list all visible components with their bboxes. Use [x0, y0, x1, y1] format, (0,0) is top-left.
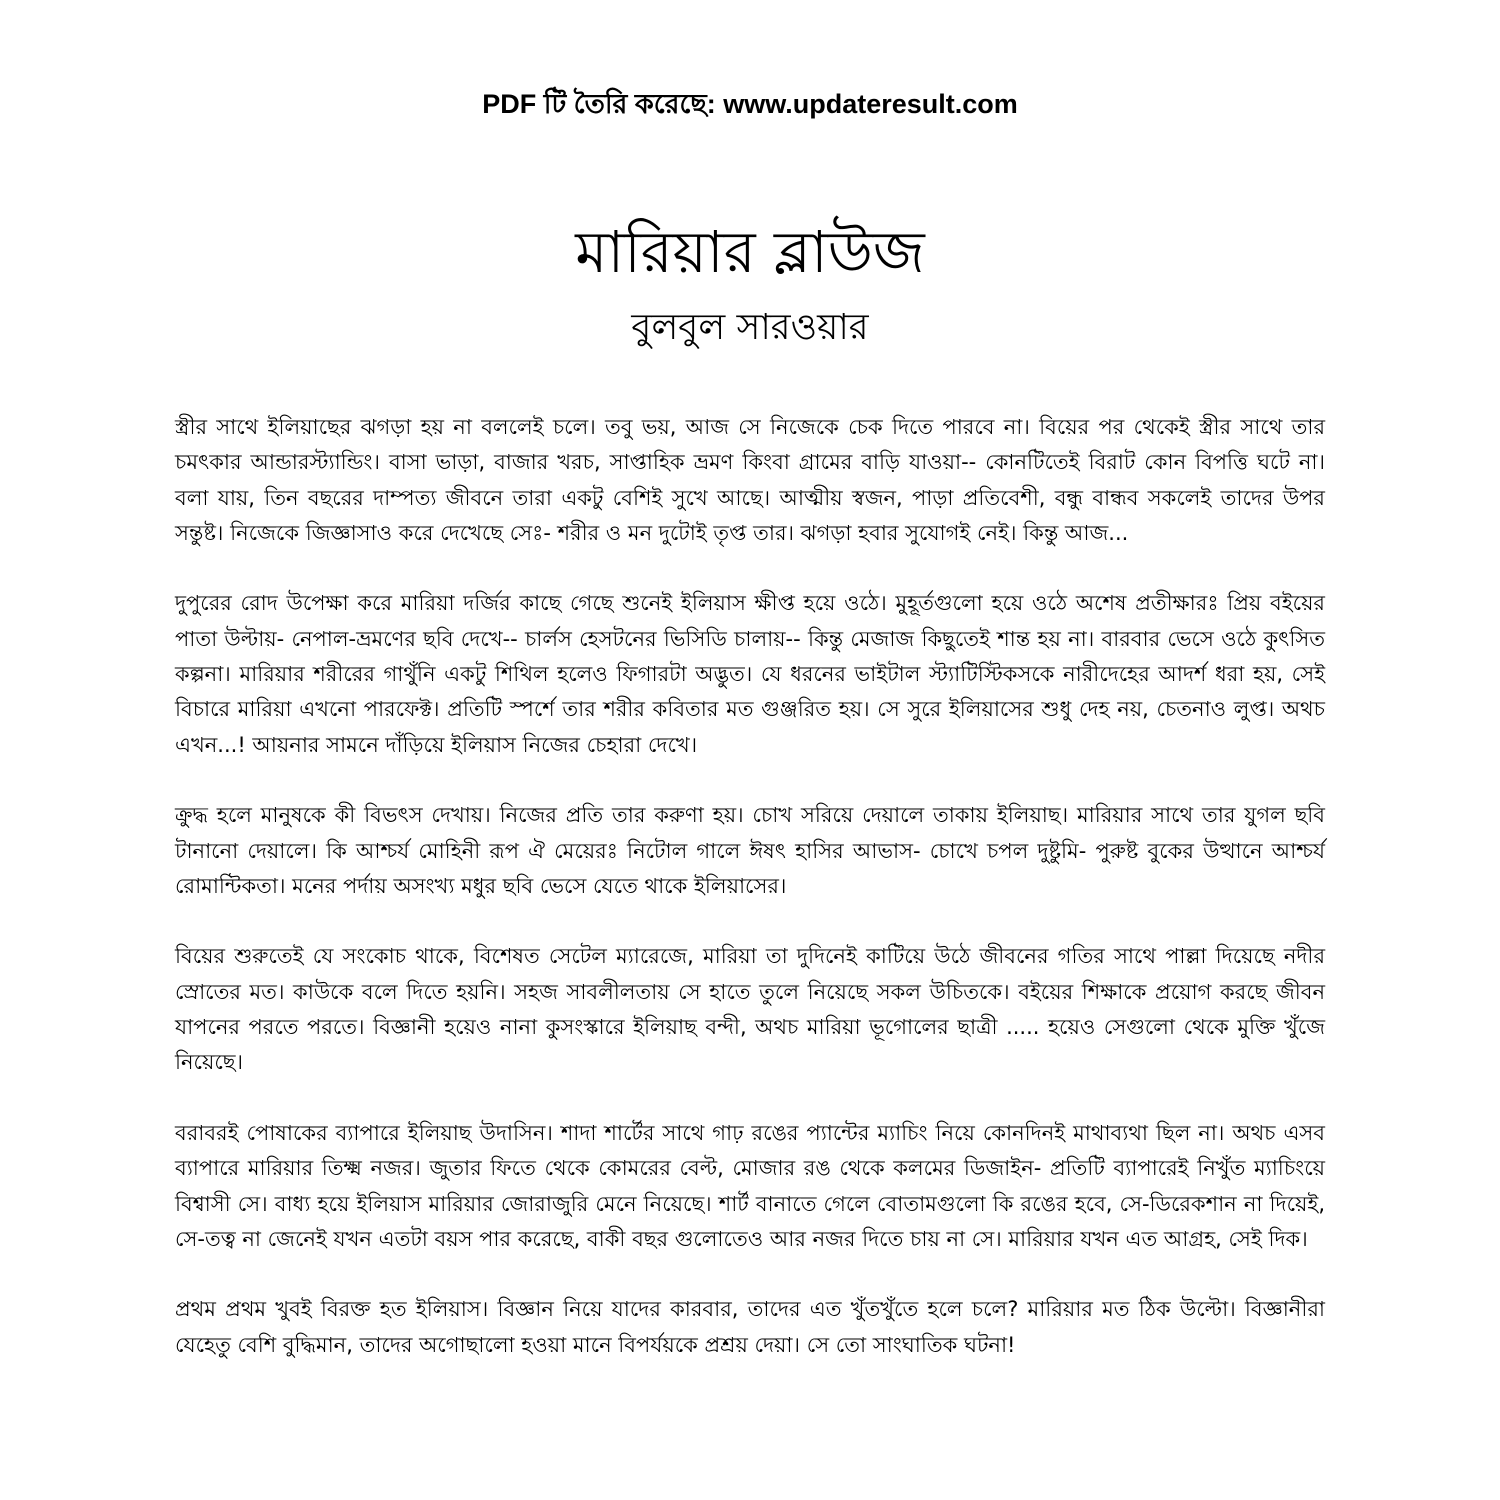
story-body [175, 410, 1325, 1398]
document-title: মারিয়ার ব্লাউজ [575, 218, 925, 286]
watermark-header: PDF টি তৈরি করেছে: www.updateresult.com [482, 89, 1018, 119]
paragraph: ক্রুদ্ধ হলে মানুষকে কী বিভৎস দেখায়। নিজের প্রতি তার করুণা হয়। চোখ সরিয়ে দেয়ালে তাকায় ইলিয়াছ। মারিয়ার সাথে তার যুগল ছবি টানানো দেয়ালে। কি আশ্চর্য মোহিনী রূপ ঐ মেয়েরঃ নিটোল গালে ঈষৎ হাসির আভাস- চোখে চপল দুষ্টুমি- পুরুষ্ট বুকের উত্থানে আশ্চর্য রোমান্টিকতা। মনের পর্দায় অসংখ্য মধুর ছবি ভেসে যেতে থাকে ইলিয়াসের। [175, 803, 1325, 898]
paragraph: বরাবরই পোষাকের ব্যাপারে ইলিয়াছ উদাসিন। শাদা শার্টের সাথে গাঢ় রঙের প্যান্টের ম্যাচিং নিয়ে কোনদিনই মাথাব্যথা ছিল না। অথচ এসব ব্যাপারে মারিয়ার তিক্ষ্ম নজর। জুতার ফিতে থেকে কোমরের বেল্ট, মোজার রঙ থেকে কলমের ডিজাইন- প্রতিটি ব্যাপারেই নিখুঁত ম্যাচিংয়ে বিশ্বাসী সে। বাধ্য হয়ে ইলিয়াস মারিয়ার জোরাজুরি মেনে নিয়েছে। শার্ট বানাতে গেলে বোতামগুলো কি রঙের হবে, সে-ডিরেকশান না দিয়েই, সে-তত্ব না জেনেই যখন এতটা বয়স পার করেছে, বাকী বছর গুলোতেও আর নজর দিতে চায় না সে। মারিয়ার যখন এত আগ্রহ, সেই দিক। [175, 1120, 1325, 1251]
paragraph: বিয়ের শুরুতেই যে সংকোচ থাকে, বিশেষত সেটেল ম্যারেজে, মারিয়া তা দুদিনেই কাটিয়ে উঠে জীবনের গতির সাথে পাল্লা দিয়েছে নদীর স্রোতের মত। কাউকে বলে দিতে হয়নি। সহজ সাবলীলতায় সে হাতে তুলে নিয়েছে সকল উচিতকে। বইয়ের শিক্ষাকে প্রয়োগ করছে জীবন যাপনের পরতে পরতে। বিজ্ঞানী হয়েও নানা কুসংস্কারে ইলিয়াছ বন্দী, অথচ মারিয়া ভূগোলের ছাত্রী ..... হয়েও সেগুলো থেকে মুক্তি খুঁজে নিয়েছে। [175, 944, 1325, 1075]
paragraph: স্ত্রীর সাথে ইলিয়াছের ঝগড়া হয় না বললেই চলে। তবু ভয়, আজ সে নিজেকে চেক দিতে পারবে না। বিয়ের পর থেকেই স্ত্রীর সাথে তার চমৎকার আন্ডারস্ট্যান্ডিং। বাসা ভাড়া, বাজার খরচ, সাপ্তাহিক ভ্রমণ কিংবা গ্রামের বাড়ি যাওয়া-- কোনটিতেই বিরাট কোন বিপত্তি ঘটে না। বলা যায়, তিন বছরের দাম্পত্য জীবনে তারা একটু বেশিই সুখে আছে। আত্মীয় স্বজন, পাড়া প্রতিবেশী, বন্ধু বান্ধব সকলেই তাদের উপর সন্তুষ্ট। নিজেকে জিজ্ঞাসাও করে দেখেছে সেঃ- শরীর ও মন দুটোই তৃপ্ত তার। ঝগড়া হবার সুযোগই নেই। কিন্তু আজ... [175, 415, 1325, 545]
document-author: বুলবুল সারওয়ার [631, 307, 869, 348]
paragraph: প্রথম প্রথম খুবই বিরক্ত হত ইলিয়াস। বিজ্ঞান নিয়ে যাদের কারবার, তাদের এত খুঁতখুঁতে হলে চলে? মারিয়ার মত ঠিক উল্টো। বিজ্ঞানীরা যেহেতু বেশি বুদ্ধিমান, তাদের অগোছালো হওয়া মানে বিপর্যয়কে প্রশ্রয় দেয়া। সে তো সাংঘাতিক ঘটনা! [175, 1297, 1325, 1357]
paragraph: দুপুরের রোদ উপেক্ষা করে মারিয়া দর্জির কাছে গেছে শুনেই ইলিয়াস ক্ষীপ্ত হয়ে ওঠে। মুহূর্তগুলো হয়ে ওঠে অশেষ প্রতীক্ষারঃ প্রিয় বইয়ের পাতা উল্টায়- নেপাল-ভ্রমণের ছবি দেখে-- চার্লস হেসটনের ভিসিডি চালায়-- কিন্তু মেজাজ কিছুতেই শান্ত হয় না। বারবার ভেসে ওঠে কুৎসিত কল্পনা। মারিয়ার শরীরের গাথুঁনি একটু শিথিল হলেও ফিগারটা অদ্ভুত। যে ধরনের ভাইটাল স্ট্যাটিস্টিকসকে নারীদেহের আদর্শ ধরা হয়, সেই বিচারে মারিয়া এখনো পারফেক্ট। প্রতিটি স্পর্শে তার শরীর কবিতার মত গুঞ্জরিত হয়। সে সুরে ইলিয়াসের শুধু দেহ নয়, চেতনাও লুপ্ত। অথচ এখন...! আয়নার সামনে দাঁড়িয়ে ইলিয়াস নিজের চেহারা দেখে। [175, 591, 1325, 757]
